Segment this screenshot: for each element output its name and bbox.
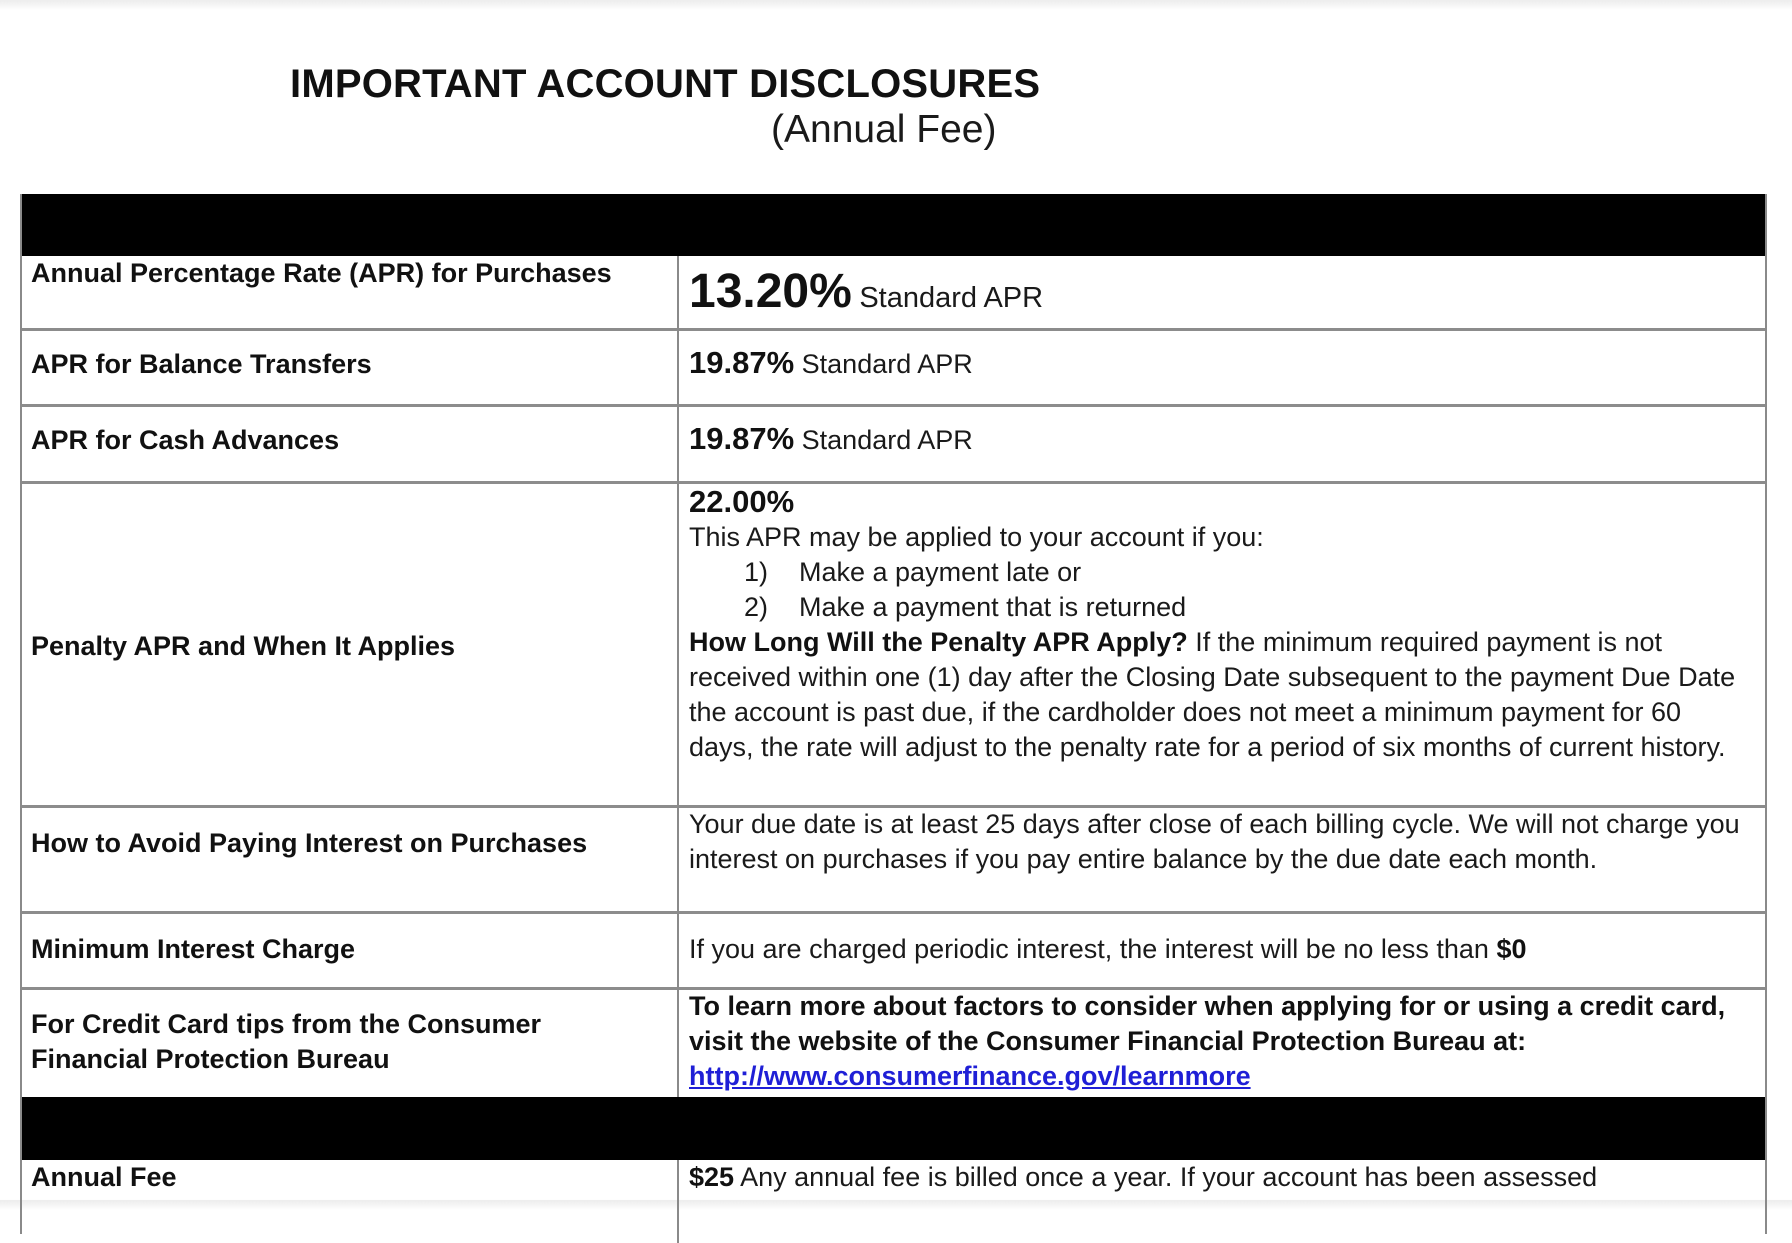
table-row-cfpb-tips <box>22 990 1765 1097</box>
penalty-intro: This APR may be applied to your account if you: <box>689 522 1264 552</box>
apr-note: Standard APR <box>859 282 1044 314</box>
section-header-band-fees <box>22 1097 1765 1160</box>
minimum-interest-amount: $0 <box>1496 934 1527 964</box>
apr-note: Standard APR <box>801 349 973 379</box>
document-title: IMPORTANT ACCOUNT DISCLOSURES <box>290 62 1041 106</box>
penalty-condition <box>689 590 1747 625</box>
column-divider <box>677 331 679 407</box>
penalty-condition <box>689 555 1747 590</box>
row-label: Penalty APR and When It Applies <box>31 631 456 661</box>
column-divider <box>677 407 679 484</box>
disclosure-table <box>20 194 1767 1234</box>
column-divider <box>677 808 679 914</box>
penalty-duration-text: If the minimum required payment is not received within one (1) day after the Closing Date subsequent to the payment Due Date the account is past due, if the cardholder does not meet a minimum payment for 60 days, the rate will adjust to the penalty rate for a period of six months of current history. <box>689 627 1736 762</box>
table-row-annual-fee <box>22 1160 1765 1240</box>
annual-fee-text: Any annual fee is billed once a year. If your account has been assessed <box>740 1162 1598 1192</box>
table-row-minimum-interest <box>22 914 1765 990</box>
document-subtitle: (Annual Fee) <box>771 108 997 151</box>
table-row-balance-transfer-apr <box>22 331 1765 407</box>
row-value <box>689 262 1747 328</box>
table-row-penalty-apr <box>22 484 1765 808</box>
penalty-duration-heading: How Long Will the Penalty APR Apply? <box>689 627 1188 657</box>
row-value <box>689 932 1747 967</box>
row-value <box>689 345 1747 382</box>
row-label: Annual Fee <box>31 1162 177 1192</box>
column-divider <box>677 256 679 331</box>
row-label: Minimum Interest Charge <box>31 934 356 964</box>
section-header-band-interest <box>22 194 1765 256</box>
annual-fee-amount: $25 <box>689 1162 735 1192</box>
row-label: How to Avoid Paying Interest on Purchases <box>31 828 588 858</box>
row-value <box>689 484 1747 765</box>
apr-rate: 13.20% <box>689 265 852 318</box>
apr-rate: 19.87% <box>689 421 795 456</box>
apr-note: Standard APR <box>801 425 973 455</box>
apr-rate: 19.87% <box>689 345 795 380</box>
condition-text: Make a payment late or <box>799 557 1082 587</box>
table-row-purchase-apr <box>22 256 1765 331</box>
condition-text: Make a payment that is returned <box>799 592 1187 622</box>
row-value <box>689 989 1747 1094</box>
cfpb-link[interactable]: http://www.consumerfinance.gov/learnmore <box>689 1061 1251 1091</box>
column-divider <box>677 990 679 1100</box>
table-row-avoid-interest <box>22 808 1765 914</box>
column-divider <box>677 914 679 990</box>
cfpb-text: To learn more about factors to consider when applying for or using a credit card, visit the website of the Consumer Financial Protection Bureau at: <box>689 991 1726 1056</box>
condition-number: 1) <box>744 557 769 587</box>
row-value <box>689 1160 1747 1195</box>
column-divider <box>677 484 679 808</box>
row-label: APR for Cash Advances <box>31 425 340 455</box>
condition-number: 2) <box>744 592 769 622</box>
row-label: For Credit Card tips from the Consumer Financial Protection Bureau <box>31 1009 542 1074</box>
row-value <box>689 421 1747 458</box>
row-value: Your due date is at least 25 days after close of each billing cycle. We will not charge you interest on purchases if you pay entire balance by the due date each month. <box>689 809 1740 874</box>
penalty-apr-rate: 22.00% <box>689 484 795 519</box>
table-row-cash-advance-apr <box>22 407 1765 484</box>
penalty-duration <box>689 625 1747 765</box>
minimum-interest-text: If you are charged periodic interest, the interest will be no less than <box>689 934 1489 964</box>
column-divider <box>677 1160 679 1243</box>
row-label: APR for Balance Transfers <box>31 349 372 379</box>
row-label: Annual Percentage Rate (APR) for Purchases <box>31 258 612 288</box>
